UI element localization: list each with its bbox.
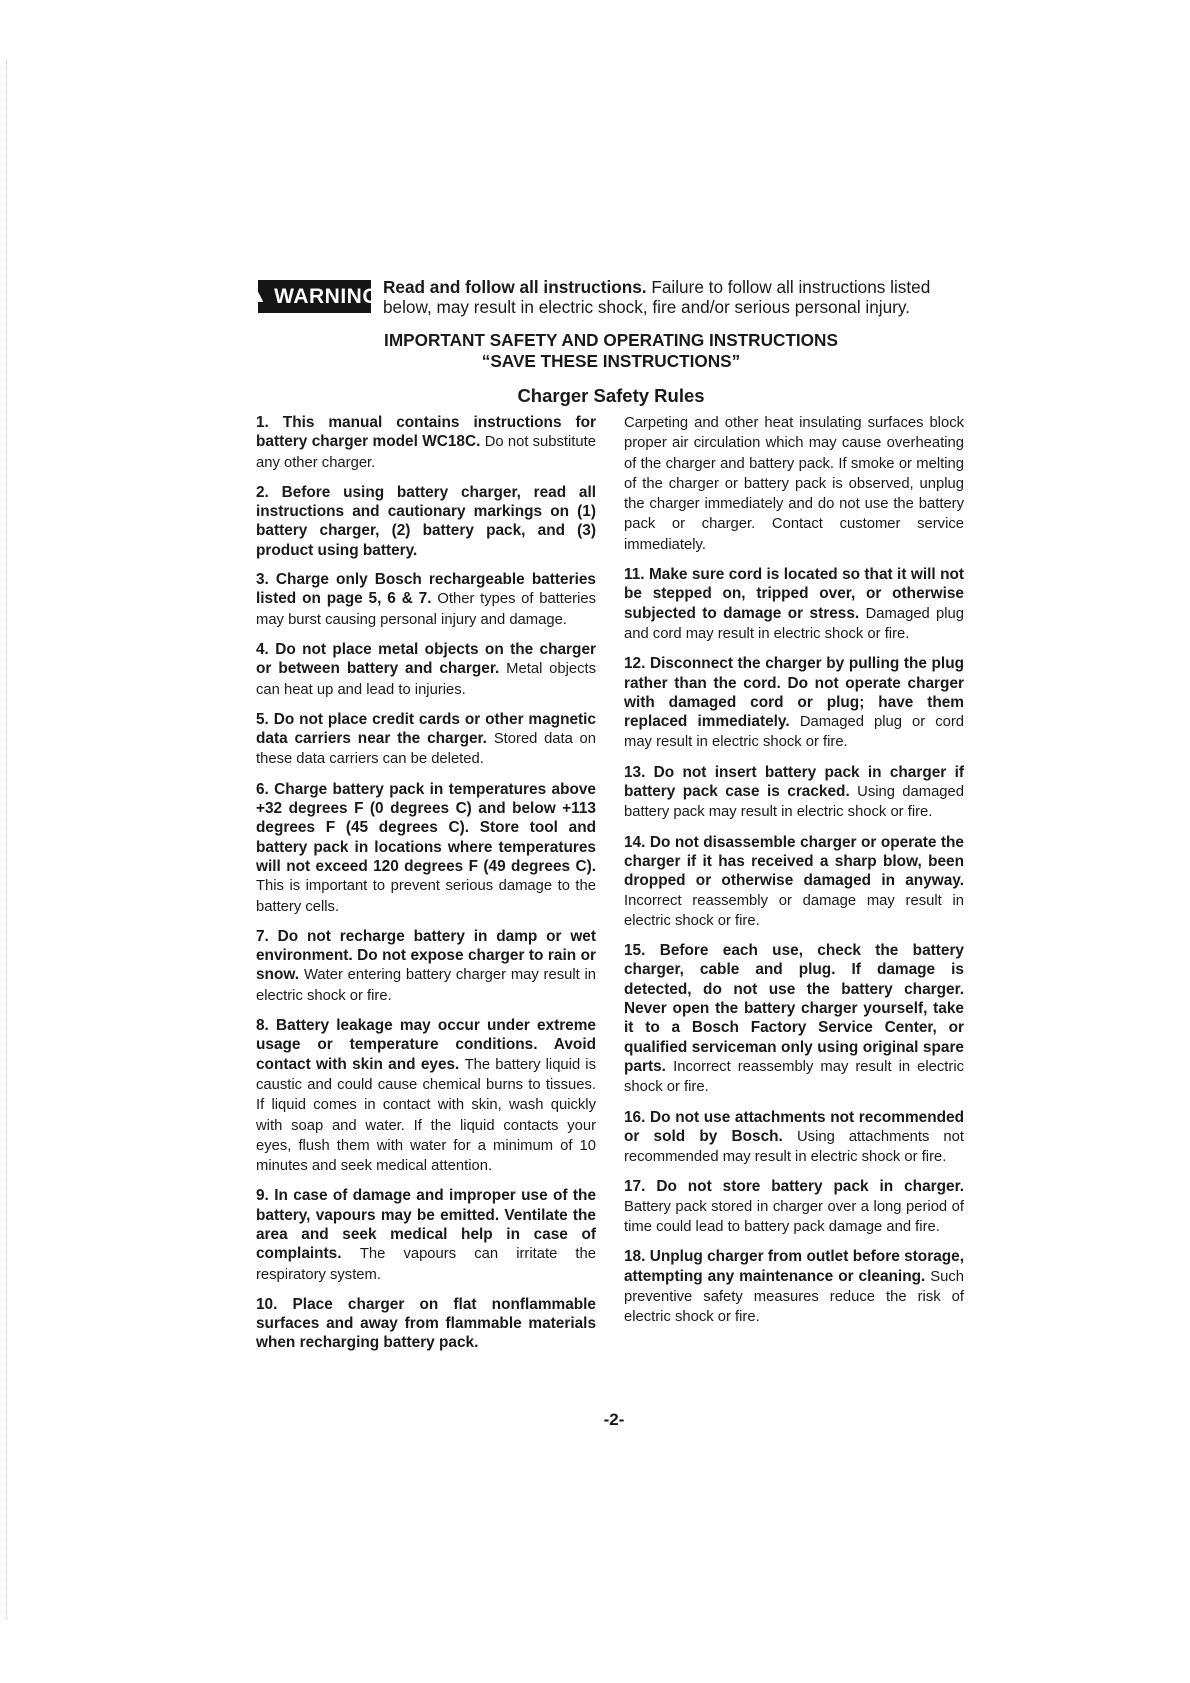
rule-text: Battery pack stored in charger over a long period of time could lead to battery pack damage and fire. <box>624 1198 964 1235</box>
safety-rule <box>256 1186 596 1284</box>
rule-title: 18. Unplug charger from outlet before storage, attempting any maintenance or cleaning. <box>624 1248 964 1285</box>
right-column <box>624 413 964 1337</box>
rule-title: 7. Do not recharge battery in damp or wet environment. Do not expose charger to rain or snow. <box>256 927 596 984</box>
rule-title: 2. Before using battery charger, read all instructions and cautionary markings on (1) battery charger, (2) battery pack, and (3) product using battery. <box>256 483 596 559</box>
rule-text: Other types of batteries may burst causing personal injury and damage. <box>256 591 596 628</box>
rule-title: 14. Do not disassemble charger or operate the charger if it has received a sharp blow, been dropped or otherwise damaged in anyway. <box>624 833 964 890</box>
safety-rule <box>256 780 596 917</box>
safety-rule <box>256 1295 596 1353</box>
safety-rule <box>624 654 964 752</box>
rule-text: Carpeting and other heat insulating surfaces block proper air circulation which may cause overheating of the charger and battery pack. If smoke or melting of the charger or battery pack is observed, unplug the charger immediately and do not use the battery pack or charger. Contact customer service immediately. <box>624 415 964 553</box>
rule-title: 16. Do not use attachments not recommended or sold by Bosch. <box>624 1108 964 1145</box>
sub-heading: “SAVE THESE INSTRUCTIONS” <box>481 351 741 371</box>
safety-rule <box>624 833 964 931</box>
rule-title: 4. Do not place metal objects on the charger or between battery and charger. <box>256 640 596 678</box>
left-column <box>256 413 596 1363</box>
safety-rule <box>624 413 964 555</box>
rule-text: Incorrect reassembly may result in electric shock or fire. <box>624 1058 965 1096</box>
safety-rule <box>624 941 964 1097</box>
rule-text: Such preventive safety measures reduce the risk of electric shock or fire. <box>624 1268 964 1326</box>
warning-text <box>383 277 964 317</box>
warning-lead: Read and follow all instructions. <box>383 277 647 297</box>
safety-rule <box>624 763 964 823</box>
safety-rule <box>624 1177 964 1237</box>
rule-text: Metal objects can heat up and lead to injuries. <box>256 661 596 698</box>
safety-rule <box>256 570 596 630</box>
safety-rule <box>624 565 964 644</box>
rule-text: This is important to prevent serious damage to the battery cells. <box>256 878 596 915</box>
rule-title: 17. Do not store battery pack in charger. <box>624 1178 964 1196</box>
rule-title: 9. In case of damage and improper use of the battery, vapours may be emitted. Ventilate the area and seek medical help in case of complaints. <box>256 1187 596 1263</box>
page-number: -2- <box>603 1410 625 1429</box>
section-title: Charger Safety Rules <box>517 385 705 406</box>
scan-edge-line <box>6 60 7 1620</box>
rule-title: 11. Make sure cord is located so that it will not be stepped on, tripped over, or otherwise subjected to damage or stress. <box>624 566 964 622</box>
rule-text: Damaged plug or cord may result in electric shock or fire. <box>624 714 964 751</box>
rule-title: 12. Disconnect the charger by pulling the plug rather than the cord. Do not operate charger with damaged cord or plug; have them replaced immediately. <box>624 655 964 731</box>
rule-text: Incorrect reassembly or damage may result in electric shock or fire. <box>624 892 964 929</box>
safety-rule <box>624 1108 964 1168</box>
rule-text: The battery liquid is caustic and could cause chemical burns to tissues. If liquid comes in contact with skin, wash quickly with soap and water. If the liquid contacts your eyes, flush them with water for a minimum of 10 minutes and seek medical attention. <box>256 1056 596 1175</box>
rule-text: Stored data on these data carriers can be deleted. <box>256 731 597 768</box>
warning-body: Failure to follow all instructions listed below, may result in electric shock, fire and/or serious personal injury. <box>383 277 931 317</box>
safety-rule <box>256 640 596 700</box>
safety-rule <box>256 483 596 560</box>
warning-badge <box>249 280 380 313</box>
safety-rule <box>624 1247 964 1327</box>
safety-rule <box>256 1016 596 1176</box>
main-heading: IMPORTANT SAFETY AND OPERATING INSTRUCTIONS <box>384 330 838 350</box>
rule-text: Using attachments not recommended may result in electric shock or fire. <box>624 1128 964 1166</box>
rule-text: The vapours can irritate the respiratory system. <box>256 1246 596 1283</box>
rule-title: 6. Charge battery pack in temperatures above +32 degrees F (0 degrees C) and below +113 degrees F (45 degrees C). Store tool and battery pack in locations where temperatures will not exceed 120 degrees F (49 degrees C). <box>256 780 596 875</box>
rule-title: 13. Do not insert battery pack in charger if battery pack case is cracked. <box>624 763 964 801</box>
safety-rule <box>256 413 596 473</box>
warning-badge-label: WARNING <box>274 284 380 308</box>
warning-triangle-icon: ▲ <box>249 286 268 306</box>
rule-title: 8. Battery leakage may occur under extreme usage or temperature conditions. Avoid contact with skin and eyes. <box>256 1017 596 1073</box>
rule-title: 3. Charge only Bosch rechargeable batteries listed on page 5, 6 & 7. <box>256 571 596 608</box>
rule-title: 15. Before each use, check the battery charger, cable and plug. If damage is detected, do not use the battery charger. Never open the battery charger yourself, take it to a Bosch Factory Service Center, or qualified serviceman only using original spare parts. <box>624 942 964 1075</box>
rule-title: 10. Place charger on flat nonflammable surfaces and away from flammable materials when recharging battery pack. <box>256 1295 596 1352</box>
warning-notice <box>249 277 964 317</box>
rule-title: 5. Do not place credit cards or other magnetic data carriers near the charger. <box>256 710 596 748</box>
rule-title: 1. This manual contains instructions for battery charger model WC18C. <box>256 414 596 451</box>
safety-rule <box>256 927 596 1006</box>
rule-text: Damaged plug and cord may result in electric shock or fire. <box>624 605 965 642</box>
rule-text: Water entering battery charger may result in electric shock or fire. <box>256 967 596 1004</box>
safety-rule <box>256 710 596 770</box>
rule-text: Using damaged battery pack may result in electric shock or fire. <box>624 784 964 821</box>
rule-text: Do not substitute any other charger. <box>256 434 596 471</box>
